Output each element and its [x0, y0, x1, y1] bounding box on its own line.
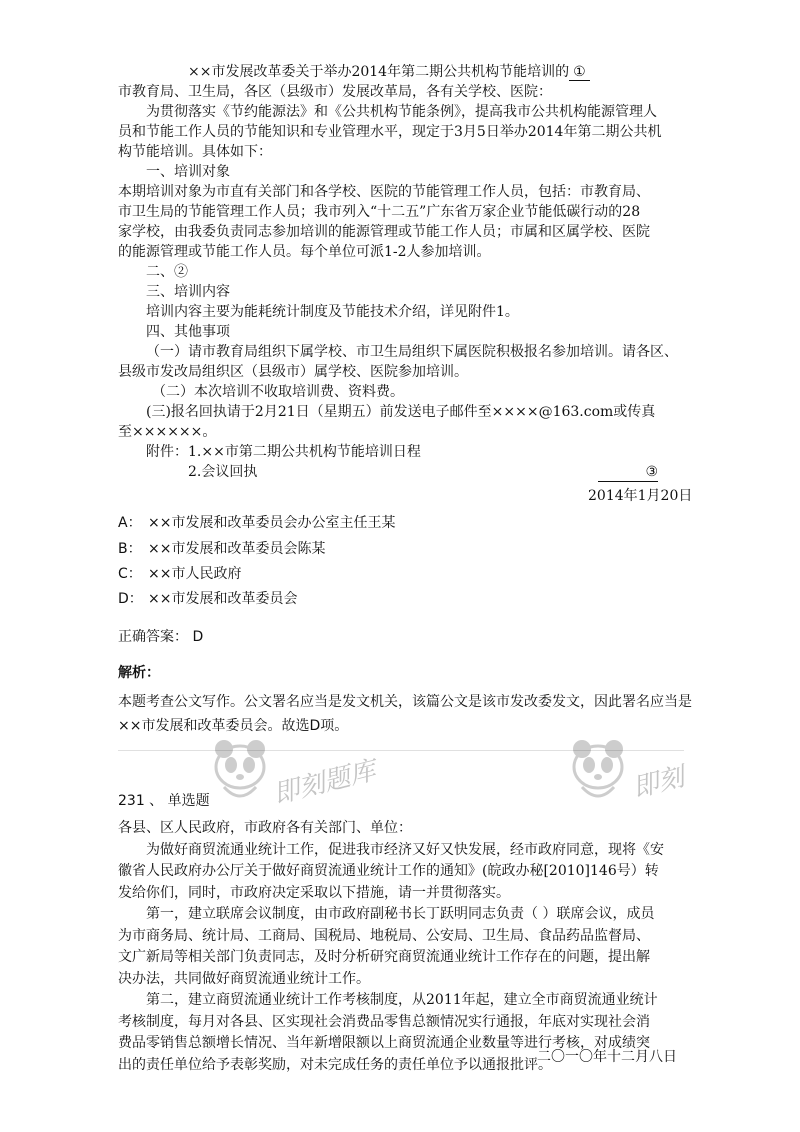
recipients: 市教育局、卫生局，各区（县级市）发展改革局，各有关学校、医院： [118, 84, 552, 100]
section-line: 的能源管理或节能工作人员。每个单位可派1-2人参加培训。 [118, 244, 491, 260]
para-line: 出的责任单位给予表彰奖励，对未完成任务的责任单位予以通报批评。 [118, 1056, 552, 1073]
section-heading: 一、培训对象 [146, 164, 230, 180]
blank-3: ③ [598, 463, 658, 482]
document-date: 2014年1月20日 [588, 488, 693, 504]
para-line: 第一，建立联席会议制度，由市政府副秘书长丁跃明同志负责（ ）联席会议，成员 [146, 906, 655, 922]
para-line: 文广新局等相关部门负责同志，及时分析研究商贸流通业统计工作存在的问题，提出解 [118, 949, 650, 965]
item-line: 县级市发改局组织区（县级市）属学校、医院参加培训。 [118, 364, 468, 380]
para-line: 第二，建立商贸流通业统计工作考核制度，从2011年起，建立全市商贸流通业统计 [146, 992, 658, 1008]
panda-watermark-icon [568, 735, 628, 805]
para-line: 考核制度，每月对各县、区实现社会消费品零售总额情况实行通报，年底对实现社会消 [118, 1013, 650, 1030]
option-c[interactable]: C： ××市人民政府 [118, 566, 242, 582]
question2-date: 二〇一〇年十二月八日 [537, 1049, 677, 1065]
brand-watermark: 即刻 [629, 762, 688, 804]
correct-answer: 正确答案： D [118, 629, 204, 645]
item-line: 至××××××。 [118, 424, 217, 440]
item-line: （一）请市教育局组织下属学校、市卫生局组织下属医院积极报名参加培训。请各区、 [146, 344, 678, 360]
attachment-line: 2.会议回执 [188, 464, 258, 480]
option-b[interactable]: B： ××市发展和改革委员会陈某 [118, 541, 326, 557]
section-heading: 二、② [146, 264, 188, 280]
brand-watermark: 即刻题库 [270, 755, 379, 811]
section-line: 本期培训对象为市直有关部门和各学校、医院的节能管理工作人员，包括：市教育局、 [118, 184, 650, 200]
document-body [118, 82, 684, 482]
recipients: 各县、区人民政府，市政府各有关部门、单位： [118, 820, 412, 836]
para-line: 徽省人民政府办公厅关于做好商贸流通业统计工作的通知》(皖政办秘[2010]146号）转 [118, 863, 659, 879]
option-d[interactable]: D： ××市发展和改革委员会 [118, 591, 298, 607]
section-line: 家学校，由我委负责同志参加培训的能源管理或节能工作人员；市属和区属学校、医院 [118, 224, 650, 240]
para-line: 决办法，共同做好商贸流通业统计工作。 [118, 970, 370, 987]
para-line: 发给你们，同时，市政府决定采取以下措施，请一并贯彻落实。 [118, 884, 510, 901]
para-line: 为市商务局、统计局、工商局、国税局、地税局、公安局、卫生局、食品药品监督局、 [118, 927, 650, 944]
panda-watermark-icon [210, 735, 270, 805]
intro-line: 构节能培训。具体如下： [118, 144, 272, 160]
item-line: （二）本次培训不收取培训费、资料费。 [152, 384, 404, 400]
analysis-label: 解析： [118, 665, 160, 681]
section-line: 市卫生局的节能管理工作人员；我市列入“十二五”广东省万家企业节能低碳行动的28 [118, 204, 641, 220]
section-line: 培训内容主要为能耗统计制度及节能技术介绍，详见附件1。 [146, 304, 519, 320]
question-number: 231 、 单选题 [118, 793, 210, 809]
analysis-text: 本题考查公文写作。公文署名应当是发文机关，该篇公文是该市发改委发文，因此署名应当是××市发展和改革委员会。故选D项。 [118, 694, 692, 734]
intro-line: 为贯彻落实《节约能源法》和《公共机构节能条例》，提高我市公共机构能源管理人 [146, 104, 657, 120]
question2-body [118, 818, 684, 1076]
item-line: (三)报名回执请于2月21日（星期五）前发送电子邮件至××××@163.com或传真 [146, 404, 656, 420]
option-a[interactable]: A： ××市发展和改革委员会办公室主任王某 [118, 515, 396, 531]
para-line: 费品零销售总额增长情况、当年新增限额以上商贸流通企业数量等进行考核，对成绩突 [118, 1035, 650, 1051]
document-title: ××市发展改革委关于举办2014年第二期公共机构节能培训的 ① [188, 61, 590, 81]
section-heading: 四、其他事项 [146, 324, 230, 340]
para-line: 为做好商贸流通业统计工作，促进我市经济又好又快发展，经市政府同意，现将《安 [146, 841, 664, 858]
intro-line: 员和节能工作人员的节能知识和专业管理水平，现定于3月5日举办2014年第二期公共机 [118, 124, 662, 140]
blank-1: ① [569, 64, 590, 81]
attachment-line: 附件：1.××市第二期公共机构节能培训日程 [146, 444, 421, 460]
section-heading: 三、培训内容 [146, 284, 230, 300]
